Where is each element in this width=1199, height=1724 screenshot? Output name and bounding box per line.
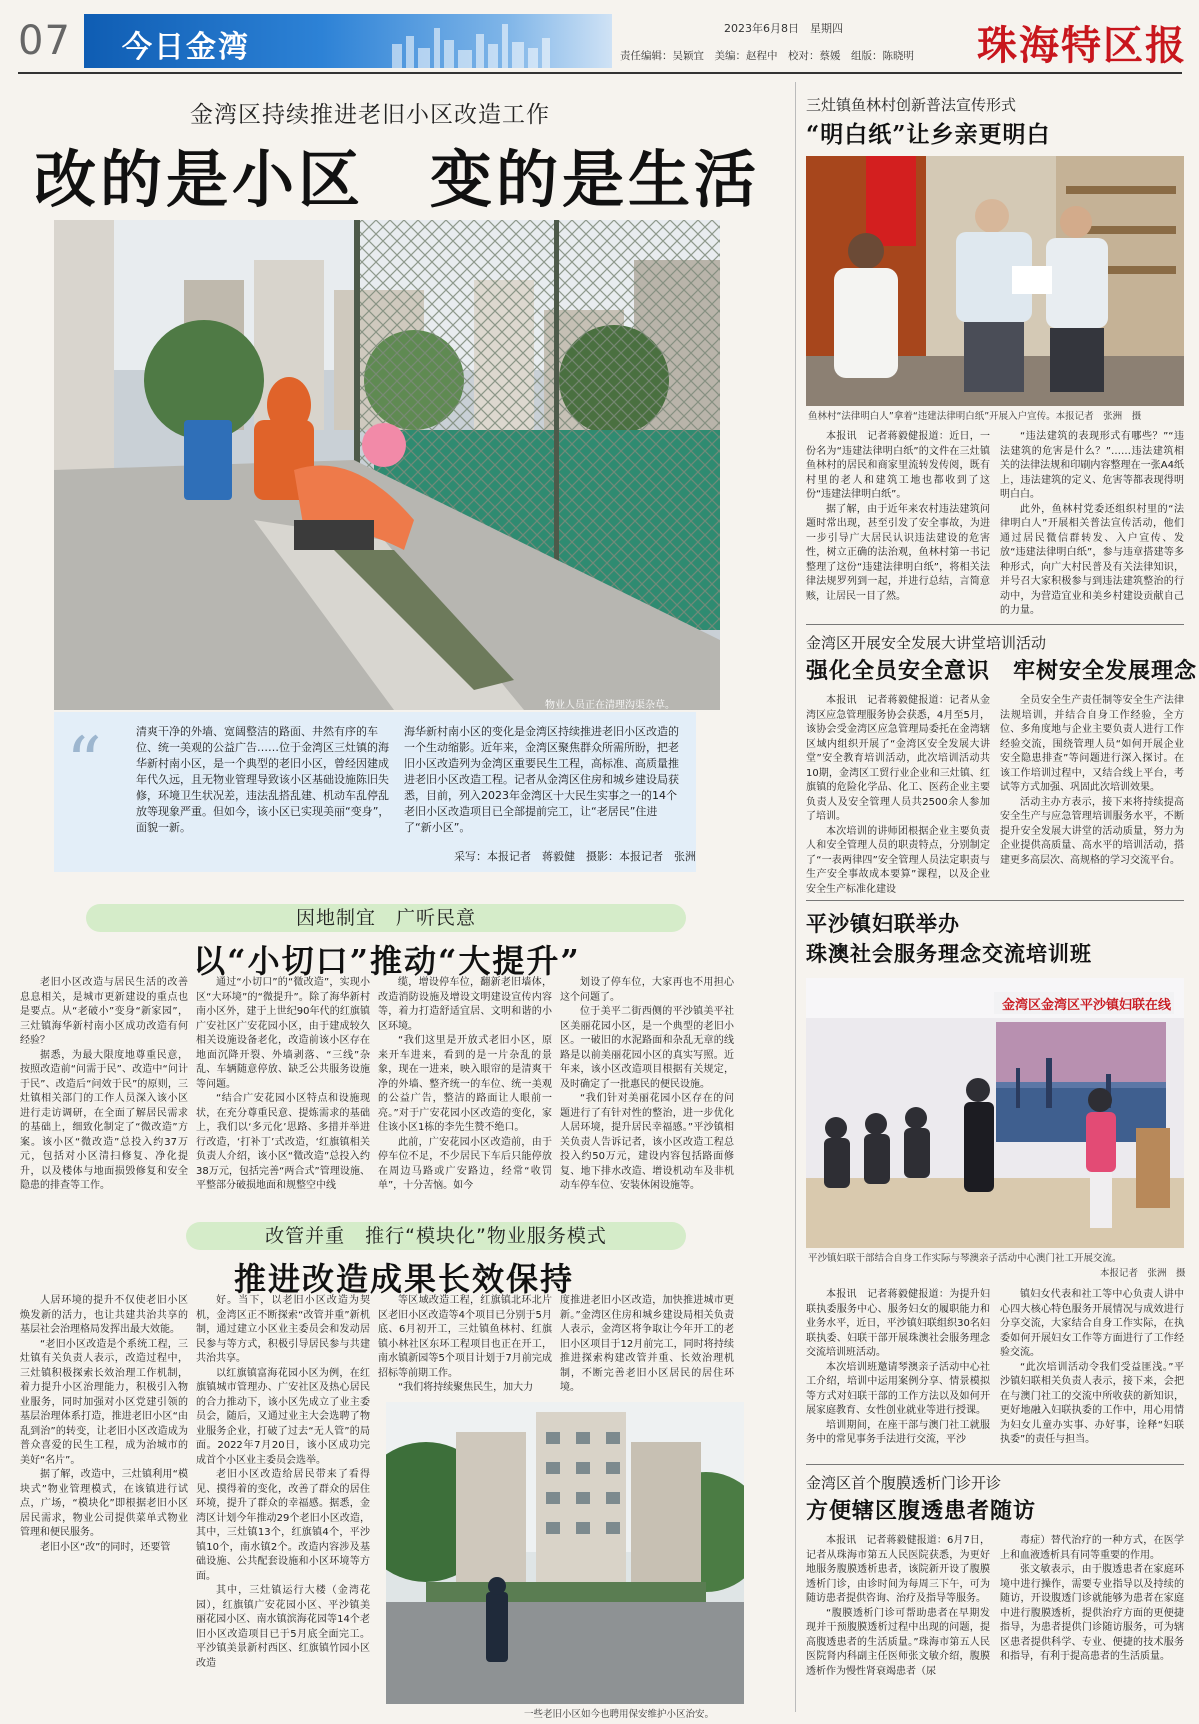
a3-photo [806,978,1184,1248]
section2-col1: 老旧小区改造与居民生活的改善息息相关，是城市更新建设的重点也是要点。从“老破小”变身“新家园”，三灶镇海华新村南小区成功改造有何经验？ 据悉，为最大限度地尊重民意，按照改造前“问需于民”、改造中“问计于民”、改造后“问效于民”的原则，三灶镇相关部门的工作人员深入该小区进行走访调研，在全面了解居民需求的基础上，细致化制定了“微改造”方案。该小区“微改造”总投入约37万元，包括对小区清扫修复、净化提升，以及楼体与地面损毁修复和安全隐患的排查等工作。 [20,977,188,1191]
column-divider [795,82,796,1712]
a1-headline: “明白纸”让乡亲更明白 [806,121,1051,148]
a2-col1: 本报讯 记者蒋毅健报道：记者从金湾区应急管理服务协会获悉，4月至5月，该协会受金湾区应急管理局委托在金湾辖区域内组织开展了“金湾区安全发展大讲堂”安全教育培训活动，此次培训活动共10期，金湾区工贸行业企业和三灶镇、红旗镇的危险化学品、化工、医药企业主要负责人及安全管理人员共2500余人参加了培训。 本次培训的讲师团根据企业主要负责人和安全管理人员的职责特点，分别制定了“一表两律四”安全管理人员法定职责与生产安全事故成本要算”课程，以及企业安全生产标准化建设 [806,695,990,895]
section2-subtitle-bar [86,904,686,932]
skyline-graphic [372,14,612,68]
lead-intro-right: 海华新村南小区的变化是金湾区持续推进老旧小区改造的一个生动缩影。近年来，金湾区聚焦群众所需所盼，把老旧小区改造列为金湾区重要民生工程，高标准、高质量推进老旧小区改造工程。记者从金湾区住房和城乡建设局获悉，目前，列入2023年金湾区十大民生实事之一的14个老旧小区改造项目已全部提前完工，让“老居民”住进了“新小区”。 [404,725,679,834]
lead-byline: 采写：本报记者 蒋毅健 摄影：本报记者 张洲 [454,850,696,863]
a3-headline-line2: 珠澳社会服务理念交流培训班 [806,941,1092,966]
section2-col2: 通过“小切口”的“微改造”，实现小区“大环境”的“微提升”。除了海华新村南小区外，建于上世纪90年代的红旗镇广安社区广安花园小区，由于建成较久相关设施设备老化，改造前该小区存在地面沉降开裂、外墙剥落、“三线”杂乱、车辆随意停放、缺乏公共服务设施等问题。 “结合广安花园小区特点和设施现状，在充分尊重民意、提炼需求的基础上，我们以‘多元化’思路、多措并举进行改造，‘打补丁’式改造，‘红旗镇相关负责人介绍，该小区“微改造”总投入约38万元，包括完善“两合式”管理设施、平整部分破损地面和规整空中线 [196,977,370,1191]
section2-col4: 划设了停车位，大家再也不用担心这个问题了。 位于美平二街西侧的平沙镇美平社区美丽花园小区，是一个典型的老旧小区。一破旧的水泥路面和杂乱无章的线路是以前美丽花园小区的真实写照。近年来，该小区改造项目根据有关规定，及时确定了一批惠民的便民设施。 “我们针对美丽花园小区存在的问题进行了有针对性的整治，进一步优化人居环境，提升居民幸福感。”平沙镇相关负责人告诉记者，该小区改造工程总投入约50万元，建设内容包括路面修复、地下排水改造、增设机动车及非机动车停车位、安装休闲设施等。 [560,977,734,1191]
page-number: 07 [18,18,71,64]
section3-col2: 好。当下，以老旧小区改造为契机，金湾区正不断探索“改管并重”新机制，通过建立小区业主委员会和发动居民参与等方式，积极引导居民参与共建共治共享。 以红旗镇富海花园小区为例，在红旗镇城市管理办、广安社区及热心居民的合力推动下，该小区先成立了业主委员会，随后，又通过业主大会选聘了物业服务企业，打破了过去“无人管”的局面。2022年7月20日，该小区成功完成首个小区业主委员会选举。 老旧小区改造给居民带来了看得见、摸得着的变化，改善了群众的居住环境，提升了群众的幸福感。据悉，金湾区计划今年推动29个老旧小区改造，其中，三灶镇13个，红旗镇4个，平沙镇10个，南水镇2个。改造内容涉及基础设施、公共配套设施和小区环境等方面。 其中，三灶镇运行大楼（金湾花园），红旗镇广安花园小区、平沙镇美丽花园小区、南水镇滨海花园等14个老旧小区改造项目已于5月底全面完工。平沙镇美景新村西区、红旗镇竹园小区改造 [196,1295,370,1669]
a3-headline-line1: 平沙镇妇联举办 [806,911,960,936]
a2-headline: 强化全员安全意识 牢树安全发展理念 [806,658,1198,684]
right-rule-2 [806,900,1184,901]
issue-date: 2023年6月8日 星期四 [724,22,843,35]
a2-col2: 全员安全生产责任制等安全生产法律法规培训，并结合自身工作经验，全方位、多角度地与企业主要负责人进行工作经验交流，围绕管理人员“如何开展企业安全隐患排查”等问题进行深入探讨。在该工作培训过程中，又结合线上平台，考试等方式加强、巩固此次培训效果。 活动主办方表示，接下来将持续提高安全生产与应急管理培训服务水平，不断提升安全发展大讲堂的活动质量，努力为企业提供高质量、高水平的培训活动，搭建更多高层次、高规格的学习交流平台。 [1000,695,1184,866]
a3-photo-credit: 本报记者 张洲 摄 [1100,1268,1186,1279]
section-banner [84,14,612,68]
header-rule [18,72,1182,74]
a1-col1: 本报讯 记者蒋毅健报道：近日，一份名为“违建法律明白纸”的文件在三灶镇鱼林村的居民和商家里流转发传阅，既有村里的老人和建筑工地也都收到了这份“违建法律明白纸”。 据了解，由于近年来农村违法建筑问题时常出现，甚至引发了安全事故，为进一步引导广大居民认识违法建设的危害性，树立正确的法治观，鱼林村第一书记整理了这份“违建法律明白纸”，将相关法律法规罗列到一起，并进行总结，言简意赅，让居民一目了然。 [806,431,990,602]
section-title: 今日金湾 [122,30,250,65]
staff-credits: 责任编辑：吴颖宜 美编：赵程中 校对：蔡媛 组版：陈晓明 [620,50,914,62]
right-rule-3 [806,1464,1184,1465]
section3-col4: 度推进老旧小区改造，加快推进城市更新。”金湾区住房和城乡建设局相关负责人表示，金湾区将争取让今年开工的老旧小区项目于12月前完工，同时将持续推进探索构建改管并重、长效治理机制，不断完善老旧小区居民的居住环境。 [560,1295,734,1393]
section3-subtitle: 改管并重 推行“模块化”物业服务模式 [265,1225,607,1247]
a4-col1: 本报讯 记者蒋毅健报道：6月7日，记者从珠海市第五人民医院获悉，为更好地服务腹膜透析患者，该院新开设了腹膜透析门诊，由诊时间为每周三下午，可为随访患者提供咨询、治疗及指导等服务。 “腹膜透析门诊可帮助患者在早期发现并干预腹膜透析过程中出现的问题，提高腹透患者的生活质量。”珠海市第五人民医院肾内科副主任医师张文敏介绍，腹膜透析作为慢性肾衰竭患者（尿 [806,1535,990,1677]
a4-col2: 毒症）替代治疗的一种方式，在医学上和血液透析具有同等重要的作用。 张文敏表示，由于腹透患者在家庭环境中进行操作，需要专业指导以及持续的随访，开设腹透门诊就能够为患者在家庭中进行腹膜透析，提供治疗方面的更便捷指导，为患者提供门诊随访服务，可为辖区患者提供科学、专业、便捷的技术服务和指导，有利于提高患者的生活质量。 [1000,1535,1184,1662]
lead-intro-left: 清爽干净的外墙、宽阔整洁的路面、井然有序的车位、统一美观的公益广告……位于金湾区三灶镇的海华新村南小区，是一个典型的老旧小区，曾经因建成年代久远，且无物业管理导致该小区基础设施陈旧失修，环境卫生状况差，违法乱搭乱建、机动车乱停乱放等现象严重。但如今，该小区已实现美丽“变身”，面貌一新。 [136,725,390,834]
a1-col2: “违法建筑的表现形式有哪些？”“违法建筑的危害是什么？”……违法建筑相关的法律法规和印刷内容整理在一张A4纸上，违法建筑的定义、危害等都表现得明明白白。 此外，鱼林村党委还组织村里的“法律明白人”开展相关普法宣传活动，他们通过居民微信群转发、入户宣传、发放“违建法律明白纸”，参与违章搭建等多种形式，向广大村民普及有关法律知识，并号召大家积极参与到违法建筑整治的行动中，为营造宜业和美乡村建设贡献自己的力量。 [1000,431,1184,616]
section3-headline: 推进改造成果长效保持 [233,1260,574,1298]
quote-icon: “ [66,722,102,804]
a1-photo-caption: 鱼林村“法律明白人”拿着“违建法律明白纸”开展入户宣传。本报记者 张洲 摄 [808,411,1142,422]
a4-kicker: 金湾区首个腹膜透析门诊开诊 [806,1474,1002,1492]
a3-col1: 本报讯 记者蒋毅健报道：为提升妇联执委服务中心、服务妇女的履职能力和业务水平，近日，平沙镇妇联组织30名妇联执委、妇联干部开展珠澳社会服务理念交流培训班活动。 本次培训班邀请琴澳亲子活动中心社工介绍，培训中运用案例分享、情景模拟等方式对妇联干部的工作方法以及如何开展家庭教育、女性创业就业等进行授课。 培训期间，在座干部与澳门社工就服务中的常见事务手法进行交流，平沙 [806,1289,990,1445]
a3-screen-banner-text: 金湾区金湾区平沙镇妇联在线 [1002,998,1172,1013]
lead-kicker: 金湾区持续推进老旧小区改造工作 [190,102,550,128]
section2-headline: 以“小切口”推动“大提升” [193,942,581,980]
a1-kicker: 三灶镇鱼林村创新普法宣传形式 [806,96,1017,114]
a4-headline: 方便辖区腹透患者随访 [806,1498,1037,1524]
lead-headline: 改的是小区 变的是生活 [34,143,761,216]
a3-col2: 镇妇女代表和社工等中心负责人讲中心四大核心特色服务开展情况与成效进行分享交流，大家结合自身工作实际，在执委如何开展妇女工作等方面进行了工作经验交流。 “此次培训活动令我们受益匪浅。”平沙镇妇联相关负责人表示，接下来，会把在与澳门社工的交流中所收获的新知识，更好地融入妇联执委的工作中，用心用情为妇女儿童办实事、办好事，诠释“妇联执委”的责任与担当。 [1000,1289,1184,1445]
right-rule-1 [806,624,1184,625]
section3-subtitle-bar [186,1222,686,1250]
lead-photo [54,220,720,710]
a3-photo-caption: 平沙镇妇联干部结合自身工作实际与琴澳亲子活动中心澳门社工开展交流。 [808,1253,1122,1264]
section3-col3: 等区域改造工程，红旗镇北环北片区老旧小区改造等4个项目已分别于5月底、6月初开工，三灶镇鱼林村、红旗镇小林社区东环工程项目也正在开工，南水镇新园等5个项目计划于7月前完成招标等前期工作。 “我们将持续聚焦民生，加大力 [378,1295,552,1393]
newspaper-masthead: 珠海特区报 [977,22,1187,69]
lead-photo-caption: 物业人员正在清理沟渠杂草。 [545,700,675,711]
section3-photo-caption: 一些老旧小区如今也聘用保安维护小区治安。 [524,1709,715,1720]
section3-col1: 人居环境的提升不仅使老旧小区焕发新的活力，也让共建共治共享的基层社会治理格局发挥出最大效能。 “老旧小区改造是个系统工程，三灶镇有关负责人表示，改造过程中，三灶镇积极探索长效治理工作机制，着力提升小区治理能力，积极引入物业服务，同时加强对小区党建引领的基层治理体系打造，推进老旧小区“由乱到治”的转变，让老旧小区改造成为普众喜爱的民生工程，成为治城市的美好“名片”。 据了解，改造中，三灶镇利用“模块式”物业管理模式，在该镇进行试点，广场，“模块化”即根据老旧小区居民需求，物业公司提供菜单式物业管理和便民服务。 老旧小区“改”的同时，还要管 [20,1295,188,1553]
a1-photo [806,156,1184,406]
section2-col3: 缆，增设停车位，翻新老旧墙体，改造消防设施及增设文明建设宣传内容等，着力打造舒适宜居、文明和谐的小区环境。 “我们这里是开放式老旧小区，原来开车进来，看到的是一片杂乱的景象，现在一进来，映入眼帘的是清爽干净的外墙、整齐统一的车位、统一美观的公益广告，整洁的路面让人眼前一亮。”对于广安花园小区改造的变化，家住该小区1栋的李先生赞不绝口。 此前，广安花园小区改造前，由于停车位不足，不少居民下车后只能停放在周边马路或广安路边，经常“收罚单”，十分苦恼。如今 [378,977,552,1191]
a2-kicker: 金湾区开展安全发展大讲堂培训活动 [806,634,1047,652]
section3-photo [386,1402,744,1704]
section2-subtitle: 因地制宜 广听民意 [295,907,476,929]
